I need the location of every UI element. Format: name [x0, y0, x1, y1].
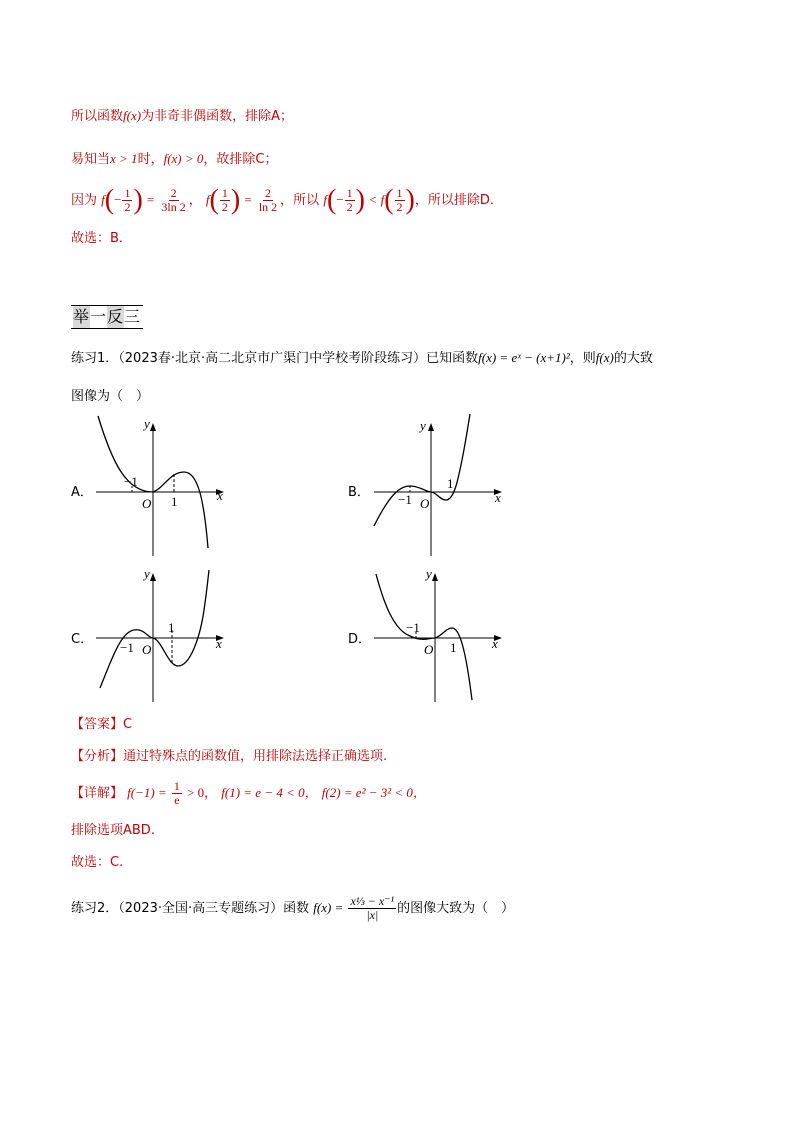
tick-label-neg1: −1	[120, 640, 134, 655]
y-axis-arrow	[428, 423, 434, 431]
curve	[376, 574, 472, 700]
option-c-label[interactable]: C．	[71, 632, 94, 647]
tick-label-1: 1	[447, 476, 454, 491]
fraction-half: $\frac{1}{2}$	[221, 186, 228, 214]
answer-line: 【答案】C	[71, 717, 133, 732]
x-axis-label: x	[216, 636, 222, 651]
option-a-label[interactable]: A．	[71, 485, 93, 500]
exercise1-stem: 练习1．（2023春·北京·高二北京市广渠门中学校考阶段练习）已知函数f(x) = eˣ − (x+1)²，则f(x)的大致	[71, 350, 653, 366]
origin-label: O	[142, 496, 152, 511]
y-axis-arrow	[150, 573, 156, 581]
option-b-graph[interactable]	[370, 410, 510, 560]
fx-expr: f(x)	[123, 108, 142, 123]
tick-label-neg1: −1	[406, 620, 420, 635]
option-c-graph[interactable]	[92, 560, 232, 710]
fraction-half: $\frac{1}{2}$	[396, 186, 403, 214]
y-axis-label: y	[420, 418, 426, 433]
fraction-half: $\frac{1}{2}$	[124, 186, 131, 214]
tick-label-neg1: −1	[398, 492, 412, 507]
origin-label: O	[424, 642, 434, 657]
y-axis-arrow	[432, 573, 438, 581]
fraction-half: $\frac{1}{2}$	[346, 186, 353, 214]
tick-label-1: 1	[168, 620, 175, 635]
detail-line: 【详解】 f(−1) = $\frac{1}{e}$ > 0， f(1) = e − 4 < 0， f(2) = e² − 3² < 0，	[71, 779, 426, 807]
solution-line-4: 故选：B．	[71, 231, 132, 246]
exercise2-stem: 练习2．（2023·全国·高三专题练习）函数 f(x) = $\frac{\text{x⅓ − x⁻¹}}{|x|}$ 的图像大致为（ ）	[71, 894, 515, 922]
fraction-value-2: $\frac{2}{\ln 2}$	[258, 186, 278, 214]
fraction-value-1: $\frac{2}{3\ln 2}$	[161, 186, 186, 214]
curve	[100, 570, 209, 688]
y-axis-label: y	[426, 566, 432, 581]
choose-line: 故选：C.	[71, 855, 124, 870]
option-b-label[interactable]: B．	[348, 485, 370, 500]
x-axis-label: x	[217, 488, 223, 503]
tick-label-1: 1	[171, 494, 178, 509]
origin-label: O	[142, 642, 152, 657]
exercise2-fraction: $\frac{\text{x⅓ − x⁻¹}}{|x|}$	[350, 894, 395, 922]
exercise1-stem-line2: 图像为（ ）	[71, 389, 150, 404]
function-formula: f(x) = eˣ − (x+1)²	[478, 350, 570, 365]
section-banner: 举一反三	[71, 305, 143, 329]
inequality-expr: f(x) > 0	[163, 151, 204, 166]
fraction-one-over-e: $\frac{1}{e}$	[173, 779, 180, 807]
y-axis-label: y	[144, 566, 150, 581]
exclude-line: 排除选项ABD.	[71, 823, 155, 838]
option-a-graph[interactable]	[92, 410, 232, 560]
x-axis-label: x	[495, 490, 501, 505]
origin-label: O	[420, 496, 430, 511]
x-axis-label: x	[492, 636, 498, 651]
tick-label-1: 1	[450, 640, 457, 655]
y-axis-label: y	[144, 416, 150, 431]
analysis-line: 【分析】通过特殊点的函数值，用排除法选择正确选项.	[71, 749, 388, 764]
solution-line-2: 易知当x > 1时，f(x) > 0，故排除C；	[71, 151, 278, 167]
option-d-label[interactable]: D．	[348, 632, 372, 647]
tick-label-neg1: −1	[124, 474, 138, 489]
answer-value: C	[123, 717, 133, 732]
y-axis-arrow	[150, 423, 156, 431]
solution-line-3: 因为 f(− $\frac{1}{2}$ ) = $\frac{2}{3\ln 2}$ ， f( $\frac{1}{2}$ ) = $\frac{2}{\ln 2}$ ，所以 f(− $\frac{1}{2}$ ) < f( $\frac{1}{2}$ )，所以排除D．	[71, 184, 503, 216]
solution-line-1: 所以函数f(x)为非奇非偶函数，排除A；	[71, 108, 293, 124]
option-d-graph[interactable]	[370, 560, 510, 710]
condition-expr: x > 1	[110, 151, 138, 166]
